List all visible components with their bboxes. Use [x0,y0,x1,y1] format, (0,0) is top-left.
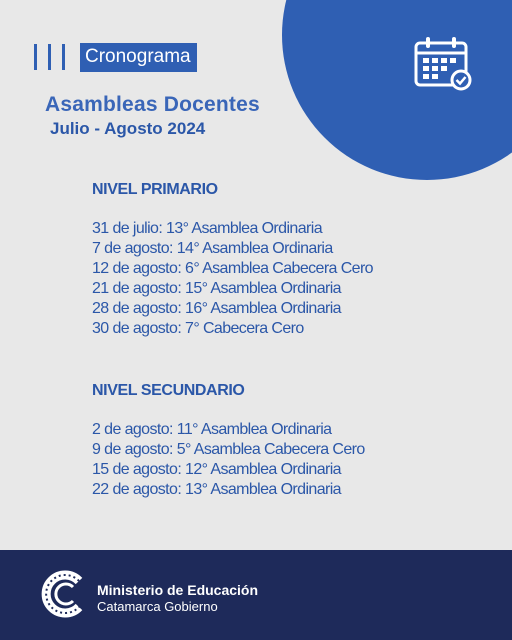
page-title: Asambleas Docentes [45,93,260,116]
header-bar [62,44,65,70]
schedule-item: 22 de agosto: 13° Asamblea Ordinaria [92,481,341,498]
footer-ministry-name: Ministerio de Educación [97,582,259,598]
header-row [34,42,197,72]
section-primario [92,181,373,339]
header-tag: Cronograma [80,43,197,72]
header-bar [34,44,37,70]
schedule-item: 9 de agosto: 5° Asamblea Cabecera Cero [92,441,365,458]
schedule-item: 2 de agosto: 11° Asamblea Ordinaria [92,421,332,438]
page-subtitle: Julio - Agosto 2024 [50,119,206,138]
schedule-item: 15 de agosto: 12° Asamblea Ordinaria [92,461,341,478]
section-secundario [92,382,365,500]
footer [0,550,512,640]
schedule-item: 12 de agosto: 6° Asamblea Cabecera Cero [92,260,373,277]
header-bar [48,44,51,70]
schedule-item: 31 de julio: 13° Asamblea Ordinaria [92,220,322,237]
calendar-check-icon [412,36,474,92]
corner-decoration [282,0,512,180]
schedule-item: 30 de agosto: 7° Cabecera Cero [92,320,304,337]
section-title: NIVEL PRIMARIO [92,181,218,198]
schedule-item: 28 de agosto: 16° Asamblea Ordinaria [92,300,341,317]
ministry-logo-icon [38,569,88,619]
schedule-item: 7 de agosto: 14° Asamblea Ordinaria [92,240,333,257]
section-title: NIVEL SECUNDARIO [92,382,245,399]
schedule-item: 21 de agosto: 15° Asamblea Ordinaria [92,280,341,297]
footer-government-name: Catamarca Gobierno [97,599,218,614]
